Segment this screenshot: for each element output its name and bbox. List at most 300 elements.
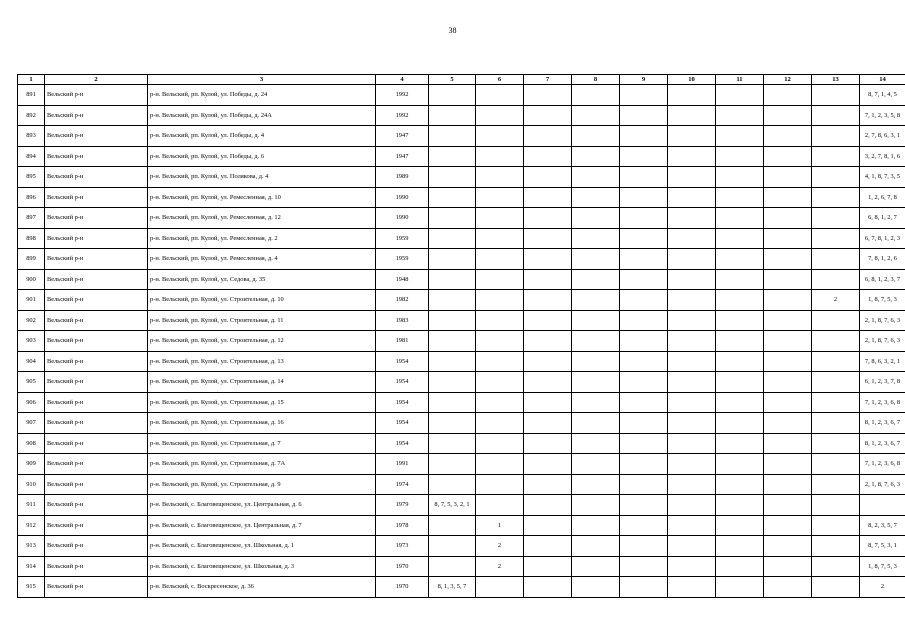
year-cell: 1982	[376, 290, 429, 311]
address-cell: р-н. Вельский, рп. Кулой, ул. Полякова, д. 4	[148, 167, 376, 188]
col-7-cell	[524, 433, 572, 454]
col-8-cell	[572, 495, 620, 516]
row-number-cell: 905	[18, 372, 45, 393]
col-6-cell	[476, 495, 524, 516]
column-header-9: 9	[620, 75, 668, 85]
table-header-row	[18, 75, 905, 85]
column-header-13: 13	[812, 75, 860, 85]
year-cell: 1959	[376, 249, 429, 270]
col-14-cell: 7, 1, 2, 3, 5, 8	[860, 105, 905, 126]
col-10-cell	[668, 392, 716, 413]
col-8-cell	[572, 208, 620, 229]
column-header-2: 2	[45, 75, 148, 85]
col-6-cell	[476, 228, 524, 249]
col-8-cell	[572, 372, 620, 393]
col-13-cell	[812, 351, 860, 372]
table-row	[18, 167, 905, 188]
row-number-cell: 895	[18, 167, 45, 188]
address-cell: р-н. Вельский, рп. Кулой, ул. Строительная, д. 16	[148, 413, 376, 434]
col-12-cell	[764, 249, 812, 270]
address-cell: р-н. Вельский, рп. Кулой, ул. Ремесленная, д. 10	[148, 187, 376, 208]
col-13-cell	[812, 515, 860, 536]
col-10-cell	[668, 474, 716, 495]
col-14-cell: 1, 8, 7, 5, 3	[860, 290, 905, 311]
year-cell: 1947	[376, 146, 429, 167]
col-9-cell	[620, 331, 668, 352]
page-number: 38	[448, 26, 457, 35]
year-cell: 1992	[376, 105, 429, 126]
col-5-cell	[429, 146, 476, 167]
col-11-cell	[716, 515, 764, 536]
col-13-cell	[812, 105, 860, 126]
table-row	[18, 433, 905, 454]
col-9-cell	[620, 495, 668, 516]
col-9-cell	[620, 85, 668, 106]
column-header-3: 3	[148, 75, 376, 85]
col-12-cell	[764, 105, 812, 126]
col-9-cell	[620, 290, 668, 311]
year-cell: 1954	[376, 413, 429, 434]
col-14-cell: 8, 1, 2, 3, 6, 7	[860, 433, 905, 454]
year-cell: 1948	[376, 269, 429, 290]
col-10-cell	[668, 495, 716, 516]
col-7-cell	[524, 208, 572, 229]
col-8-cell	[572, 290, 620, 311]
col-10-cell	[668, 536, 716, 557]
table-row	[18, 515, 905, 536]
col-7-cell	[524, 454, 572, 475]
address-cell: р-н. Вельский, рп. Кулой, ул. Строительная, д. 12	[148, 331, 376, 352]
address-cell: р-н. Вельский, рп. Кулой, ул. Ремесленная, д. 4	[148, 249, 376, 270]
col-14-cell: 7, 1, 2, 3, 6, 8	[860, 454, 905, 475]
district-cell: Вельский р-н	[45, 85, 148, 106]
row-number-cell: 892	[18, 105, 45, 126]
table-row	[18, 372, 905, 393]
district-cell: Вельский р-н	[45, 556, 148, 577]
district-cell: Вельский р-н	[45, 167, 148, 188]
col-12-cell	[764, 433, 812, 454]
col-9-cell	[620, 413, 668, 434]
col-9-cell	[620, 454, 668, 475]
col-14-cell: 8, 1, 2, 3, 6, 7	[860, 413, 905, 434]
column-header-6: 6	[476, 75, 524, 85]
col-14-cell: 6, 1, 2, 3, 7, 8	[860, 372, 905, 393]
col-11-cell	[716, 495, 764, 516]
col-13-cell	[812, 126, 860, 147]
col-13-cell	[812, 577, 860, 598]
district-cell: Вельский р-н	[45, 474, 148, 495]
col-8-cell	[572, 515, 620, 536]
col-6-cell: 1	[476, 515, 524, 536]
col-14-cell: 6, 8, 1, 2, 3, 7	[860, 269, 905, 290]
col-7-cell	[524, 474, 572, 495]
col-14-cell: 2, 1, 8, 7, 6, 3	[860, 331, 905, 352]
col-5-cell: 8, 1, 3, 5, 7	[429, 577, 476, 598]
district-cell: Вельский р-н	[45, 187, 148, 208]
col-5-cell	[429, 208, 476, 229]
col-7-cell	[524, 577, 572, 598]
year-cell: 1991	[376, 454, 429, 475]
col-12-cell	[764, 556, 812, 577]
col-10-cell	[668, 310, 716, 331]
address-cell: р-н. Вельский, рп. Кулой, ул. Победы, д. 24А	[148, 105, 376, 126]
col-14-cell: 3, 2, 7, 8, 1, 6	[860, 146, 905, 167]
col-10-cell	[668, 85, 716, 106]
col-14-cell: 2, 1, 8, 7, 6, 3	[860, 474, 905, 495]
col-8-cell	[572, 105, 620, 126]
col-8-cell	[572, 454, 620, 475]
district-cell: Вельский р-н	[45, 269, 148, 290]
col-10-cell	[668, 351, 716, 372]
col-11-cell	[716, 249, 764, 270]
year-cell: 1983	[376, 310, 429, 331]
col-12-cell	[764, 187, 812, 208]
col-11-cell	[716, 474, 764, 495]
column-header-8: 8	[572, 75, 620, 85]
year-cell: 1978	[376, 515, 429, 536]
col-5-cell	[429, 556, 476, 577]
col-6-cell	[476, 372, 524, 393]
address-cell: р-н. Вельский, рп. Кулой, ул. Строительная, д. 7А	[148, 454, 376, 475]
col-8-cell	[572, 187, 620, 208]
col-6-cell	[476, 85, 524, 106]
col-7-cell	[524, 331, 572, 352]
district-cell: Вельский р-н	[45, 290, 148, 311]
registry-table	[17, 74, 905, 598]
col-10-cell	[668, 126, 716, 147]
address-cell: р-н. Вельский, рп. Кулой, ул. Седова, д. 35	[148, 269, 376, 290]
col-10-cell	[668, 187, 716, 208]
row-number-cell: 897	[18, 208, 45, 229]
table-row	[18, 392, 905, 413]
row-number-cell: 899	[18, 249, 45, 270]
col-8-cell	[572, 577, 620, 598]
row-number-cell: 904	[18, 351, 45, 372]
col-8-cell	[572, 126, 620, 147]
col-14-cell: 8, 2, 3, 5, 7	[860, 515, 905, 536]
col-12-cell	[764, 167, 812, 188]
row-number-cell: 893	[18, 126, 45, 147]
district-cell: Вельский р-н	[45, 310, 148, 331]
col-7-cell	[524, 536, 572, 557]
row-number-cell: 909	[18, 454, 45, 475]
col-6-cell	[476, 392, 524, 413]
col-11-cell	[716, 577, 764, 598]
year-cell: 1954	[376, 433, 429, 454]
col-11-cell	[716, 146, 764, 167]
col-6-cell	[476, 351, 524, 372]
table-row	[18, 577, 905, 598]
col-14-cell: 8, 7, 5, 3, 1	[860, 536, 905, 557]
address-cell: р-н. Вельский, с. Благовещенское, ул. Центральная, д. 7	[148, 515, 376, 536]
district-cell: Вельский р-н	[45, 228, 148, 249]
col-6-cell	[476, 331, 524, 352]
address-cell: р-н. Вельский, рп. Кулой, ул. Строительная, д. 11	[148, 310, 376, 331]
col-13-cell	[812, 208, 860, 229]
col-14-cell	[860, 495, 905, 516]
address-cell: р-н. Вельский, рп. Кулой, ул. Строительная, д. 10	[148, 290, 376, 311]
address-cell: р-н. Вельский, рп. Кулой, ул. Победы, д. 4	[148, 126, 376, 147]
col-12-cell	[764, 310, 812, 331]
district-cell: Вельский р-н	[45, 105, 148, 126]
col-14-cell: 6, 8, 1, 2, 7	[860, 208, 905, 229]
col-11-cell	[716, 269, 764, 290]
col-12-cell	[764, 577, 812, 598]
table-row	[18, 126, 905, 147]
col-10-cell	[668, 454, 716, 475]
col-11-cell	[716, 351, 764, 372]
col-11-cell	[716, 126, 764, 147]
year-cell: 1979	[376, 495, 429, 516]
column-header-5: 5	[429, 75, 476, 85]
col-10-cell	[668, 208, 716, 229]
col-7-cell	[524, 392, 572, 413]
table-row	[18, 536, 905, 557]
address-cell: р-н. Вельский, с. Благовещенское, ул. Школьная, д. 1	[148, 536, 376, 557]
col-9-cell	[620, 167, 668, 188]
district-cell: Вельский р-н	[45, 126, 148, 147]
col-9-cell	[620, 433, 668, 454]
district-cell: Вельский р-н	[45, 454, 148, 475]
col-5-cell	[429, 413, 476, 434]
col-10-cell	[668, 290, 716, 311]
col-14-cell: 7, 8, 1, 2, 6	[860, 249, 905, 270]
col-9-cell	[620, 249, 668, 270]
col-10-cell	[668, 269, 716, 290]
col-7-cell	[524, 556, 572, 577]
col-9-cell	[620, 187, 668, 208]
row-number-cell: 902	[18, 310, 45, 331]
col-7-cell	[524, 290, 572, 311]
col-11-cell	[716, 187, 764, 208]
col-5-cell	[429, 167, 476, 188]
col-13-cell	[812, 228, 860, 249]
col-12-cell	[764, 351, 812, 372]
year-cell: 1954	[376, 372, 429, 393]
row-number-cell: 914	[18, 556, 45, 577]
col-13-cell	[812, 372, 860, 393]
table-row	[18, 290, 905, 311]
column-header-14: 14	[860, 75, 905, 85]
col-12-cell	[764, 331, 812, 352]
col-8-cell	[572, 269, 620, 290]
column-header-12: 12	[764, 75, 812, 85]
col-7-cell	[524, 269, 572, 290]
col-8-cell	[572, 85, 620, 106]
col-5-cell	[429, 331, 476, 352]
col-12-cell	[764, 126, 812, 147]
col-5-cell	[429, 536, 476, 557]
col-11-cell	[716, 372, 764, 393]
col-13-cell	[812, 187, 860, 208]
col-13-cell	[812, 474, 860, 495]
col-10-cell	[668, 105, 716, 126]
col-5-cell	[429, 310, 476, 331]
col-8-cell	[572, 167, 620, 188]
col-5-cell	[429, 515, 476, 536]
col-11-cell	[716, 228, 764, 249]
col-12-cell	[764, 495, 812, 516]
col-8-cell	[572, 331, 620, 352]
col-8-cell	[572, 556, 620, 577]
col-12-cell	[764, 515, 812, 536]
col-6-cell	[476, 413, 524, 434]
col-5-cell	[429, 126, 476, 147]
col-9-cell	[620, 474, 668, 495]
col-5-cell	[429, 454, 476, 475]
col-5-cell	[429, 269, 476, 290]
col-9-cell	[620, 228, 668, 249]
col-8-cell	[572, 228, 620, 249]
year-cell: 1954	[376, 351, 429, 372]
col-7-cell	[524, 85, 572, 106]
col-12-cell	[764, 536, 812, 557]
col-5-cell	[429, 187, 476, 208]
col-6-cell	[476, 474, 524, 495]
table-row	[18, 495, 905, 516]
col-13-cell	[812, 454, 860, 475]
district-cell: Вельский р-н	[45, 392, 148, 413]
table-row	[18, 331, 905, 352]
col-5-cell	[429, 228, 476, 249]
col-7-cell	[524, 351, 572, 372]
col-6-cell	[476, 454, 524, 475]
col-14-cell: 2, 7, 8, 6, 3, 1	[860, 126, 905, 147]
col-5-cell	[429, 433, 476, 454]
col-12-cell	[764, 146, 812, 167]
column-header-10: 10	[668, 75, 716, 85]
col-6-cell	[476, 105, 524, 126]
table-row	[18, 351, 905, 372]
col-6-cell	[476, 167, 524, 188]
col-11-cell	[716, 433, 764, 454]
col-7-cell	[524, 167, 572, 188]
district-cell: Вельский р-н	[45, 208, 148, 229]
col-10-cell	[668, 372, 716, 393]
row-number-cell: 891	[18, 85, 45, 106]
col-7-cell	[524, 495, 572, 516]
year-cell: 1959	[376, 228, 429, 249]
col-7-cell	[524, 372, 572, 393]
table-row	[18, 105, 905, 126]
row-number-cell: 901	[18, 290, 45, 311]
col-7-cell	[524, 310, 572, 331]
col-12-cell	[764, 372, 812, 393]
col-14-cell: 8, 7, 1, 4, 5	[860, 85, 905, 106]
col-13-cell	[812, 433, 860, 454]
col-5-cell	[429, 372, 476, 393]
column-header-1: 1	[18, 75, 45, 85]
address-cell: р-н. Вельский, рп. Кулой, ул. Строительная, д. 7	[148, 433, 376, 454]
col-5-cell	[429, 105, 476, 126]
col-11-cell	[716, 167, 764, 188]
row-number-cell: 903	[18, 331, 45, 352]
address-cell: р-н. Вельский, с. Благовещенское, ул. Школьная, д. 3	[148, 556, 376, 577]
table-row	[18, 146, 905, 167]
table-row	[18, 249, 905, 270]
col-8-cell	[572, 474, 620, 495]
district-cell: Вельский р-н	[45, 495, 148, 516]
col-14-cell: 1, 2, 6, 7, 8	[860, 187, 905, 208]
column-header-4: 4	[376, 75, 429, 85]
col-14-cell: 1, 8, 7, 5, 3	[860, 556, 905, 577]
district-cell: Вельский р-н	[45, 433, 148, 454]
col-12-cell	[764, 413, 812, 434]
col-11-cell	[716, 290, 764, 311]
col-8-cell	[572, 433, 620, 454]
col-11-cell	[716, 454, 764, 475]
row-number-cell: 912	[18, 515, 45, 536]
col-10-cell	[668, 577, 716, 598]
col-12-cell	[764, 208, 812, 229]
year-cell: 1970	[376, 577, 429, 598]
address-cell: р-н. Вельский, рп. Кулой, ул. Строительная, д. 15	[148, 392, 376, 413]
col-13-cell	[812, 413, 860, 434]
col-13-cell	[812, 85, 860, 106]
table-row	[18, 269, 905, 290]
row-number-cell: 906	[18, 392, 45, 413]
table-row	[18, 85, 905, 106]
year-cell: 1947	[376, 126, 429, 147]
district-cell: Вельский р-н	[45, 249, 148, 270]
col-13-cell	[812, 269, 860, 290]
col-12-cell	[764, 474, 812, 495]
row-number-cell: 907	[18, 413, 45, 434]
col-14-cell: 7, 8, 6, 3, 2, 1	[860, 351, 905, 372]
col-7-cell	[524, 105, 572, 126]
col-8-cell	[572, 351, 620, 372]
col-9-cell	[620, 269, 668, 290]
col-13-cell	[812, 495, 860, 516]
table-row	[18, 228, 905, 249]
col-10-cell	[668, 146, 716, 167]
col-13-cell	[812, 556, 860, 577]
col-11-cell	[716, 413, 764, 434]
col-6-cell	[476, 269, 524, 290]
address-cell: р-н. Вельский, рп. Кулой, ул. Ремесленная, д. 2	[148, 228, 376, 249]
col-11-cell	[716, 85, 764, 106]
col-6-cell	[476, 126, 524, 147]
district-cell: Вельский р-н	[45, 515, 148, 536]
col-9-cell	[620, 515, 668, 536]
col-14-cell: 6, 7, 8, 1, 2, 3	[860, 228, 905, 249]
col-10-cell	[668, 249, 716, 270]
col-5-cell	[429, 290, 476, 311]
col-12-cell	[764, 269, 812, 290]
col-10-cell	[668, 331, 716, 352]
col-5-cell	[429, 392, 476, 413]
table-row	[18, 474, 905, 495]
col-9-cell	[620, 556, 668, 577]
col-12-cell	[764, 228, 812, 249]
row-number-cell: 915	[18, 577, 45, 598]
col-10-cell	[668, 433, 716, 454]
col-6-cell	[476, 187, 524, 208]
col-9-cell	[620, 310, 668, 331]
col-14-cell: 4, 1, 8, 7, 3, 5	[860, 167, 905, 188]
col-9-cell	[620, 208, 668, 229]
col-14-cell: 7, 1, 2, 3, 6, 8	[860, 392, 905, 413]
row-number-cell: 900	[18, 269, 45, 290]
col-13-cell	[812, 167, 860, 188]
col-9-cell	[620, 536, 668, 557]
col-8-cell	[572, 146, 620, 167]
table-row	[18, 454, 905, 475]
col-14-cell: 2, 1, 8, 7, 6, 3	[860, 310, 905, 331]
col-7-cell	[524, 146, 572, 167]
col-5-cell	[429, 85, 476, 106]
col-9-cell	[620, 105, 668, 126]
